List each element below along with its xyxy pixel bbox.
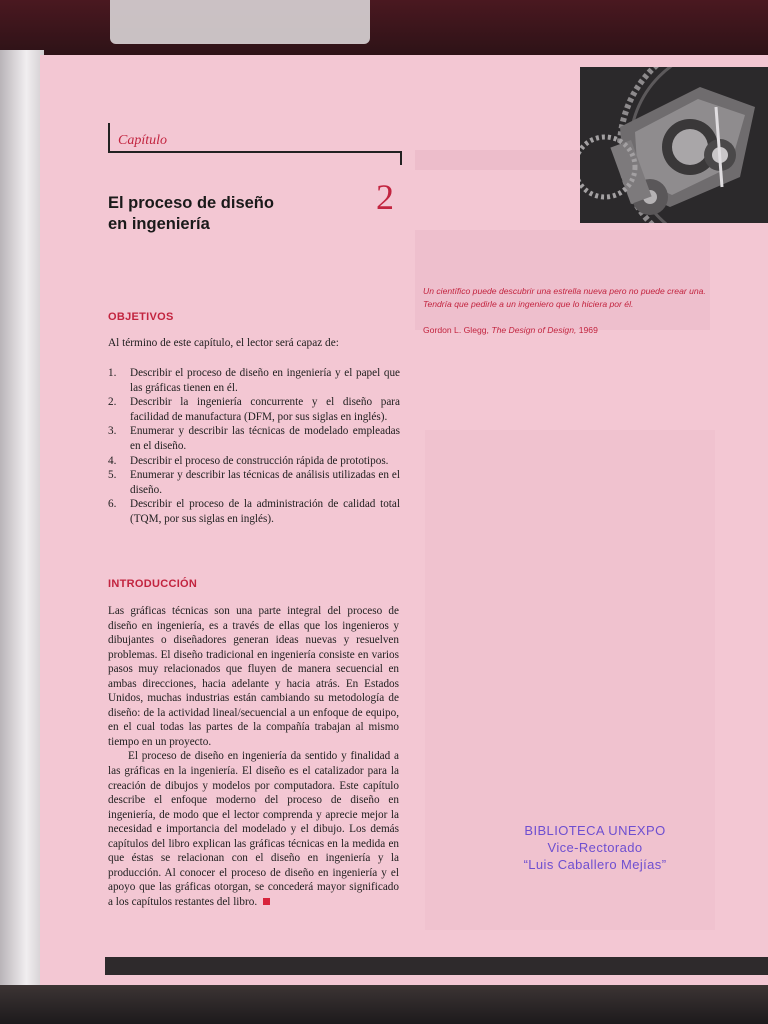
stamp-line-2: Vice-Rectorado [547, 840, 643, 855]
objective-number: 1. [108, 367, 117, 379]
epigraph-year: 1969 [578, 325, 598, 335]
epigraph-source [423, 325, 598, 335]
chapter-title [108, 193, 358, 235]
objectives-intro: Al término de este capítulo, el lector será capaz de: [108, 337, 339, 349]
book-spine [0, 50, 44, 990]
epigraph-author: Gordon L. Glegg, [423, 325, 489, 335]
objective-item [108, 395, 400, 424]
chapter-number: 2 [376, 177, 394, 217]
objective-text: Describir el proceso de la administración de calidad total (TQM, por sus siglas en inglés). [130, 498, 400, 525]
objective-text: Enumerar y describir las técnicas de análisis utilizadas en el diseño. [130, 469, 400, 496]
bleed-through-block [415, 230, 710, 330]
epigraph-work: The Design of Design, [491, 325, 577, 335]
end-of-section-icon [263, 898, 270, 905]
objective-item [108, 454, 400, 469]
objective-item [108, 497, 400, 526]
chapter-header-rule-end [400, 151, 402, 165]
objective-number: 5. [108, 469, 117, 482]
gear-mechanism-photo [580, 67, 768, 223]
epigraph-quote: Un científico puede descubrir una estrella nueva pero no puede crear una. Tendría que pedirle a un ingeniero que lo hiciera por él. [423, 286, 706, 309]
objective-item [108, 424, 400, 453]
scan-background-paper [110, 0, 370, 44]
objective-number: 4. [108, 454, 117, 467]
chapter-header-rule [108, 151, 402, 153]
objective-text: Enumerar y describir las técnicas de modelado empleadas en el diseño. [130, 425, 400, 452]
introduction-paragraph-2 [108, 749, 399, 909]
objectives-heading: OBJETIVOS [108, 311, 174, 323]
stamp-line-3: “Luis Caballero Mejías” [523, 857, 667, 872]
chapter-label: Capítulo [118, 133, 168, 148]
chapter-title-line-1: El proceso de diseño [108, 194, 274, 212]
objective-text: Describir el proceso de construcción rápida de prototipos. [130, 454, 389, 467]
gear-illustration [580, 67, 768, 223]
introduction-heading: INTRODUCCIÓN [108, 578, 198, 590]
objective-item [108, 366, 400, 395]
objective-text: Describir la ingeniería concurrente y el diseño para facilidad de manufactura (DFM, por sus siglas en inglés). [130, 396, 400, 423]
objective-number: 2. [108, 396, 117, 409]
introduction-paragraph-1: Las gráficas técnicas son una parte integral del proceso de diseño en ingeniería, es a través de ellas que los ingenieros y dibujantes o diseñadores generan ideas nuevas y resuelven problemas. El diseño tradicional en ingeniería consiste en varios pasos muy relacionados que fluyen de manera secuencial en ambas direcciones, hacia adelante y hacia atrás. En Estados Unidos, muchas industrias están cambiando su metodología de diseño: de la actividad lineal/secuencial a un enfoque de equipo, en el cual todas las partes de la compañía trabajan al mismo tiempo en un proyecto. [108, 605, 399, 748]
introduction-body [108, 604, 399, 909]
chapter-title-line-2: en ingeniería [108, 215, 210, 233]
objective-number: 6. [108, 498, 117, 511]
objectives-list [108, 366, 400, 527]
objective-item [108, 468, 400, 497]
scan-background-bottom [0, 985, 768, 1024]
library-stamp [480, 822, 710, 873]
objective-number: 3. [108, 425, 117, 438]
objective-text: Describir el proceso de diseño en ingeniería y el papel que las gráficas tienen en él. [130, 367, 400, 394]
introduction-paragraph-2-text: El proceso de diseño en ingeniería da sentido y finalidad a las gráficas en la ingeniería. El diseño es el catalizador para la creación de dibujos y modelos por computadora. Este capítulo describe el enfoque moderno del proceso de diseño en ingeniería, de modo que el lector comprenda y aprecie mejor la necesidad e importancia del modelado y el dibujo. Los demás capítulos del libro explican las gráficas técnicas en la medida en que éstas se relacionan con el diseño en ingeniería y la producción. Al conocer el proceso de diseño en ingeniería y el apoyo que las gráficas otorgan, se concederá mayor significado a los capítulos restantes del libro. [108, 750, 399, 908]
stamp-line-1: BIBLIOTECA UNEXPO [524, 823, 666, 838]
page-bottom-bar [105, 957, 768, 975]
chapter-header-rule-vertical [108, 123, 110, 152]
